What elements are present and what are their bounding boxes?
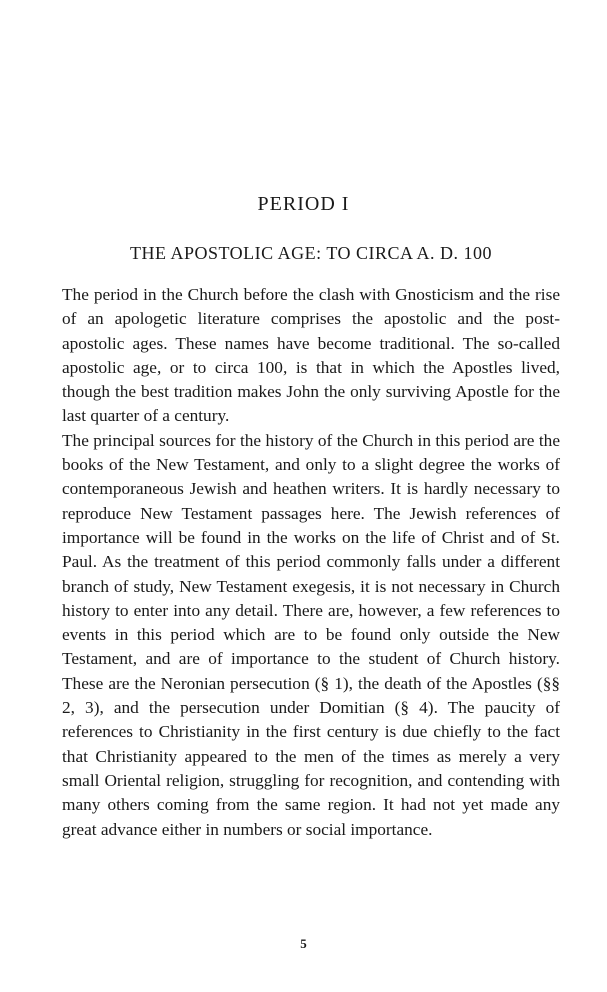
paragraph-1: The period in the Church before the clash with Gnosticism and the rise of an apologetic literature comprises the apostolic and the post-apostolic ages. These names have become traditional. The so-called apostolic age, or to circa 100, is that in which the Apostles lived, though the best tradition makes John the only surviving Apostle for the last quarter of a century. [62, 285, 560, 426]
period-title: PERIOD I [257, 193, 350, 215]
body-text [62, 283, 560, 842]
paragraph-2: The principal sources for the history of the Church in this period are the books of the New Testament, and only to a slight degree the works of contemporaneous Jewish and heathen writers. It is hardly necessary to reproduce New Testament passages here. The Jewish references of importance will be found in the works on the life of Christ and of St. Paul. As the treatment of this period commonly falls under a different branch of study, New Testament exegesis, it is not necessary in Church history to enter into any detail. There are, however, a few references to events in this period which are to be found only outside the New Testament, and are of importance to the student of Church history. These are the Neronian persecution (§ 1), the death of the Apostles (§§ 2, 3), and the persecution under Domitian (§ 4). The paucity of references to Christianity in the first century is due chiefly to the fact that Christianity appeared to the men of the times as merely a very small Oriental religion, struggling for recognition, and contending with many others coming from the same region. It had not yet made any great advance either in numbers or social importance. [62, 430, 560, 839]
page-number: 5 [300, 936, 307, 951]
chapter-subtitle: THE APOSTOLIC AGE: TO CIRCA A. D. 100 [129, 243, 493, 263]
